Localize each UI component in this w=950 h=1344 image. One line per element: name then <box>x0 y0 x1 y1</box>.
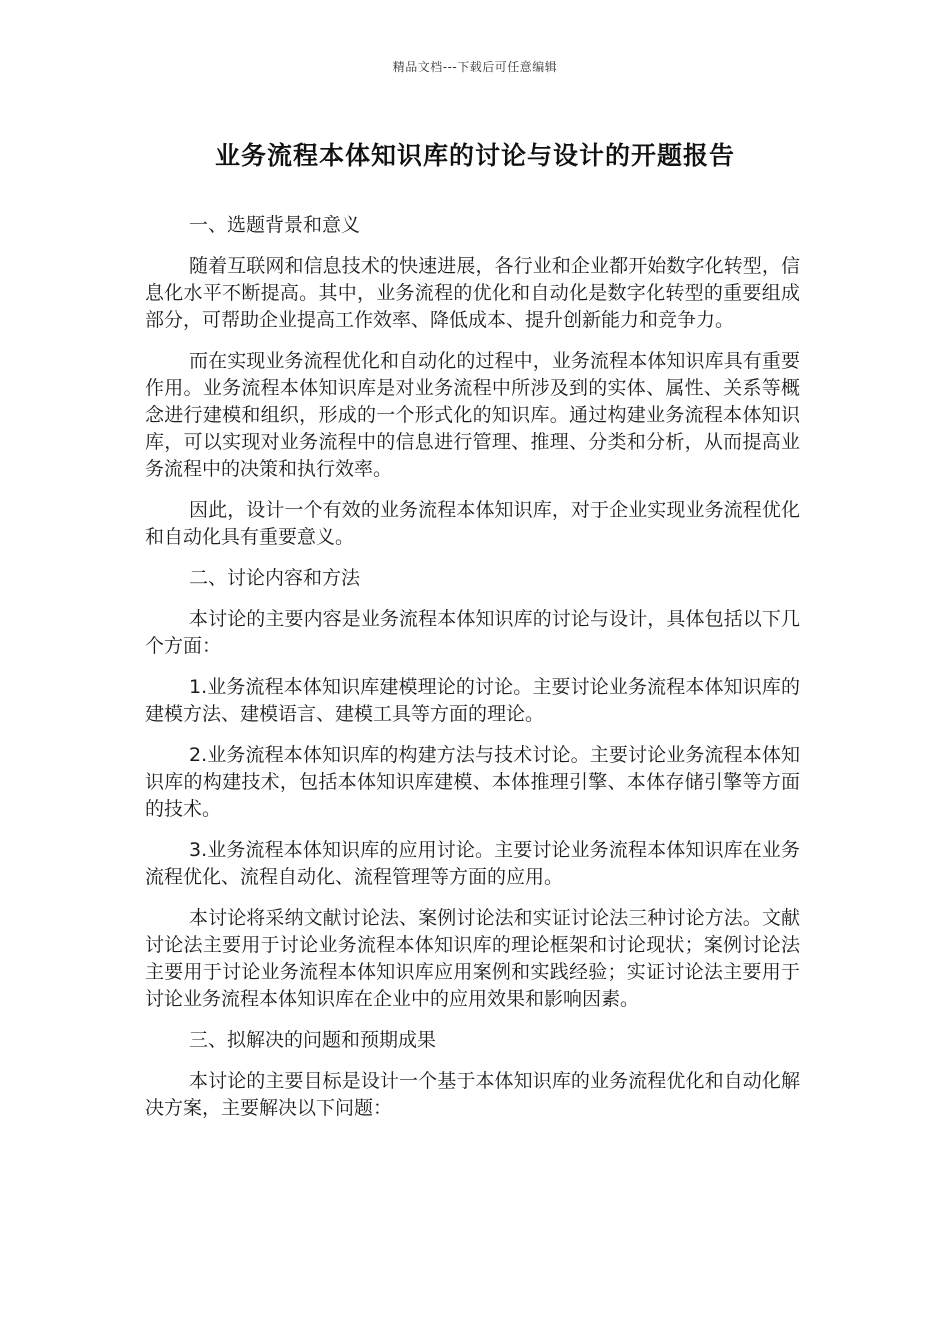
paragraph: 随着互联网和信息技术的快速进展，各行业和企业都开始数字化转型，信息化水平不断提高。其中，业务流程的优化和自动化是数字化转型的重要组成部分，可帮助企业提高工作效率、降低成本、提升创新能力和竞争力。 <box>145 255 800 331</box>
section-heading: 一、选题背景和意义 <box>189 214 361 236</box>
section-heading: 二、讨论内容和方法 <box>189 567 361 589</box>
document-title: 业务流程本体知识库的讨论与设计的开题报告 <box>214 141 735 170</box>
paragraph: 而在实现业务流程优化和自动化的过程中，业务流程本体知识库具有重要作用。业务流程本体知识库是对业务流程中所涉及到的实体、属性、关系等概念进行建模和组织，形成的一个形式化的知识库。通过构建业务流程本体知识库，可以实现对业务流程中的信息进行管理、推理、分类和分析，从而提高业务流程中的决策和执行效率。 <box>145 350 800 480</box>
section-heading: 三、拟解决的问题和预期成果 <box>189 1029 437 1051</box>
paragraph: 因此，设计一个有效的业务流程本体知识库，对于企业实现业务流程优化和自动化具有重要意义。 <box>145 499 800 548</box>
list-item: 1.业务流程本体知识库建模理论的讨论。主要讨论业务流程本体知识库的建模方法、建模语言、建模工具等方面的理论。 <box>145 676 800 725</box>
paragraph: 本讨论的主要内容是业务流程本体知识库的讨论与设计，具体包括以下几个方面： <box>145 608 800 657</box>
list-item: 3.业务流程本体知识库的应用讨论。主要讨论业务流程本体知识库在业务流程优化、流程自动化、流程管理等方面的应用。 <box>145 839 800 888</box>
paragraph: 本讨论将采纳文献讨论法、案例讨论法和实证讨论法三种讨论方法。文献讨论法主要用于讨论业务流程本体知识库的理论框架和讨论现状；案例讨论法主要用于讨论业务流程本体知识库应用案例和实践经验；实证讨论法主要用于讨论业务流程本体知识库在企业中的应用效果和影响因素。 <box>145 907 800 1010</box>
document-body <box>145 212 800 1136</box>
header-note: 精品文档---下载后可任意编辑 <box>392 60 558 74</box>
list-item: 2.业务流程本体知识库的构建方法与技术讨论。主要讨论业务流程本体知识库的构建技术，包括本体知识库建模、本体推理引擎、本体存储引擎等方面的技术。 <box>145 744 800 820</box>
paragraph: 本讨论的主要目标是设计一个基于本体知识库的业务流程优化和自动化解决方案，主要解决以下问题： <box>145 1070 800 1119</box>
